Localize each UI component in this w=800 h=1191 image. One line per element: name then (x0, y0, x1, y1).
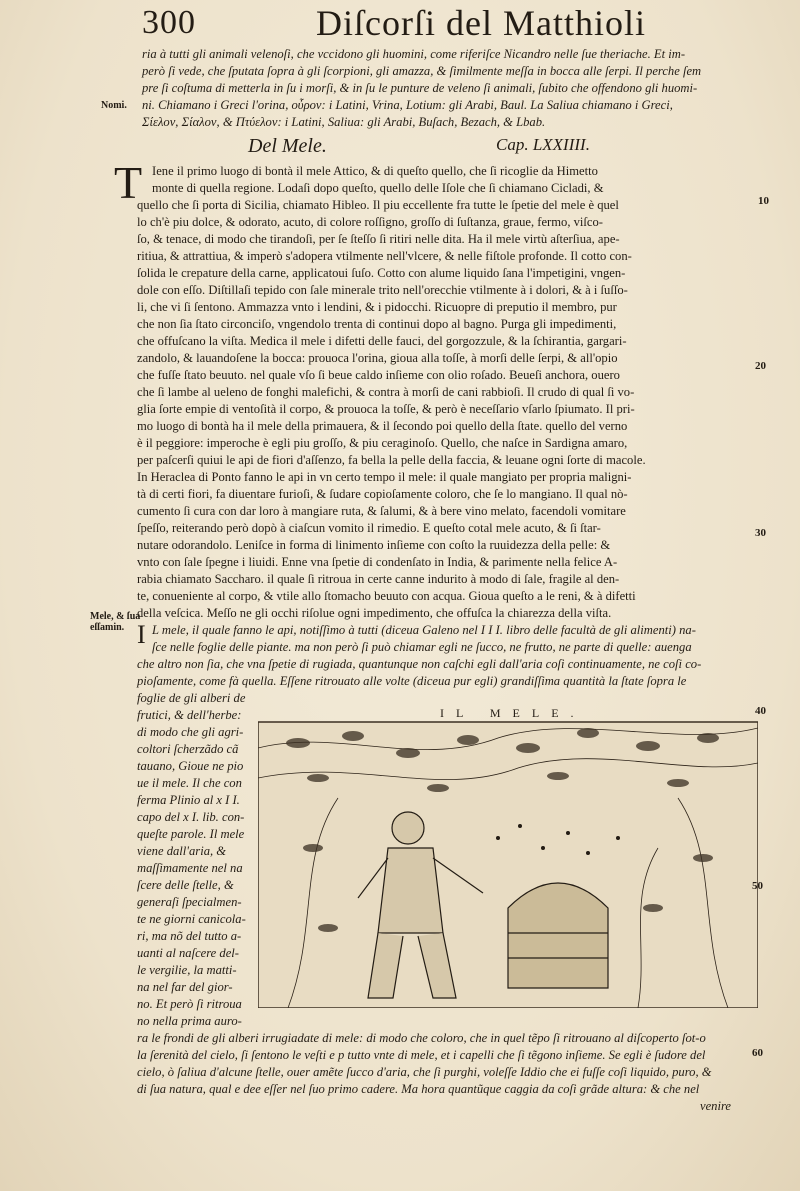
column-line: no. Et però ſi ritroua (137, 997, 242, 1011)
text-line: ni. Chiamano i Greci l'orina, οὖρον: i Latini, Vrina, Lotium: gli Arabi, Baul. La Saliua chiamano i Greci, (142, 98, 673, 112)
text-line: Σίελον, Σίαλον, & Πτύελον: i Latini, Saliua: gli Arabi, Buſach, Bezach, & Lbab. (142, 115, 546, 129)
text-line: ſo, & tenace, di modo che tirandoſi, per ſe ſteſſo ſi ritiri nelle dita. Ha il mele virtù aſterſiua, ape- (137, 232, 620, 246)
text-line: mo luogo di bontà ha il mele della primauera, & il ſecondo poi quello della ſtate. quello del verno (137, 419, 628, 433)
text-line: ritiua, & attrattiua, & imperò s'adopera vtilmente nell'vlcere, & nelle fiſtole profonde. Il cotto con- (137, 249, 632, 263)
margin-note-mele (90, 611, 140, 633)
line-number: 30 (755, 527, 766, 539)
line-number: 60 (752, 1047, 763, 1059)
figure-caption: IL MELE. (440, 706, 586, 720)
line-number: 10 (758, 195, 769, 207)
column-line: na nel far del gior- (137, 980, 233, 994)
text-line: ſce nelle foglie delle piante. ma non però ſi può chiamar egli ne ſucco, ne frutto, ne parte di quelle: auenga (152, 640, 692, 654)
text-line: vnto con ſale ſpegne i liuidi. Enne vna ſpetie di condenſato in India, & parimente nella felice A- (137, 555, 618, 569)
column-line: capo del x I. lib. con- (137, 810, 245, 824)
italic-drop-cap: I (137, 620, 146, 649)
text-line: In Heraclea di Ponto fanno le api in vn certo tempo il mele: il quale mangiato per propria maligni- (137, 470, 632, 484)
column-line: viene dall'aria, & (137, 844, 227, 858)
text-line: zandolo, & lauandoſene la bocca: prouoca l'orina, gioua alla toſſe, à morſi delle ſerpi, & all'opio (137, 351, 618, 365)
catchword: venire (700, 1099, 731, 1113)
column-line: uanti al naſcere del- (137, 946, 240, 960)
column-line: ſcere delle ſtelle, & (137, 878, 234, 892)
text-line: monte di quella regione. Lodaſi dopo queſto, quello delle Iſole che ſi chiamano Cicladi, & (152, 181, 604, 195)
column-line: generaſi ſpecialmen- (137, 895, 242, 909)
text-line: cielo, ò ſaliua d'alcune ſtelle, ouer amẽte ſucco d'aria, che ſi purghi, voleſſe Iddio che ei fuſſe coſi liquido, puro, & (137, 1065, 712, 1079)
text-line: della veſcica. Meſſo ne gli occhi riſolue ogni impedimento, che offuſca la chiarezza della viſta. (137, 606, 612, 620)
text-line: Iene il primo luogo di bontà il mele Attico, & di queſto quello, che ſi ricoglie da Himetto (152, 164, 598, 178)
text-line: nutare odorandolo. Leniſce in forma di linimento inſieme con coſto la ruuidezza della pelle: & (137, 538, 611, 552)
text-line: pre ſi coſtuma di metterla in ſu i morſi, & in ſu le punture de veleno ſi animali, ſubito che offendono gli huomi- (142, 81, 698, 95)
column-line: tauano, Gioue ne pio (137, 759, 244, 773)
woodcut-illustration (258, 708, 758, 1008)
page-number: 300 (142, 4, 196, 41)
text-line: glia ſorte empie di ventoſità il corpo, & prouoca la toſſe, & però è neceſſario vſarlo ſpiumato. Il pri- (137, 402, 635, 416)
line-number: 20 (755, 360, 766, 372)
margin-note-line: eſſamin. (90, 622, 125, 633)
chapter-number: Cap. LXXIIII. (496, 135, 590, 154)
text-line: la ſerenità del cielo, ſi ſentono le veſti e p tutto vnte di mele, et i capelli che ſi tẽgono inſieme. Se egli è ſudore del (137, 1048, 706, 1062)
text-line: rabia chiamato Saccharo. il quale ſi ritroua in certe canne indurito à modo di ſale, fragile al den- (137, 572, 620, 586)
text-line: però ſi vede, che ſputata ſopra à gli ſcorpioni, gli amazza, & ſimilmente meſſa in bocca alle ſerpi. Il perche ſem (142, 64, 702, 78)
line-number: 40 (755, 705, 766, 717)
text-line: dole con eſſo. Diſtillaſi tepido con ſale minerale trito nell'orecchie vtilmente à i dolori, & à i ſuſſo- (137, 283, 628, 297)
running-title: Diſcorſi del Matthioli (316, 3, 646, 43)
column-line: coltori ſcherzãdo cã (137, 742, 239, 756)
text-line: ra le frondi de gli alberi irrugiadate di mele: di modo che coloro, che in quel tẽpo ſi ritrouano al diſcoperto ſot-o (137, 1031, 706, 1045)
chapter-title: Del Mele. (248, 135, 327, 157)
column-line: te ne giorni canicola- (137, 912, 246, 926)
text-line: li, che vi ſi ſentono. Ammazza vnto i lendini, & i pidocchi. Ricuopre di preputio il membro, pur (137, 300, 617, 314)
text-line: che non ſia ſtato circonciſo, vngendolo trenta di continui dopo al bagno. Purga gli impedimenti, (137, 317, 617, 331)
text-line: cumento ſi cura con dar loro à mangiare ruta, & ſalumi, & à bere vino melato, facendoli vomitare (137, 504, 626, 518)
margin-note-line: Mele, & ſua (90, 611, 141, 622)
column-line: queſte parole. Il mele (137, 827, 245, 841)
text-line: che offuſcano la viſta. Medica il mele i difetti delle fauci, del gorgozzule, & la ſchirantia, gargari- (137, 334, 627, 348)
text-line: che altro non ſia, che vna ſpetie di rugiada, quantunque non caſchi egli dall'aria coſi continuamente, ne coſi co- (137, 657, 702, 671)
column-line: le vergilie, la matti- (137, 963, 237, 977)
text-line: lo ch'è piu dolce, & odorato, acuto, di colore roſſigno, groſſo di ſuſtanza, graue, fermo, viſco- (137, 215, 603, 229)
line-number: 50 (752, 880, 763, 892)
column-line: maſſimamente nel na (137, 861, 243, 875)
text-line: per paſcerſi quiui le api de fiori d'aſſenzo, fa bella la pelle della faccia, & leuane ogni ſorte di macole. (137, 453, 646, 467)
column-line: ferma Plinio al x I I. (137, 793, 240, 807)
column-line: di modo che gli agri- (137, 725, 244, 739)
text-line: di ſua natura, qual e dee eſſer nel ſuo primo cadere. Ma hora quantũque caggia da coſi grãde altura: & che nel (137, 1082, 700, 1096)
drop-cap: T (114, 157, 143, 208)
text-line: pioſamente, come fà quella. Eſſene ritrouato alle volte (diceua pur egli) grandiſſima quantità la ſtate ſopra le (137, 674, 687, 688)
text-line: ſolida le crepature della carne, applicatoui ſuſo. Cotto con alume liquido ſana l'impetigini, vngen- (137, 266, 626, 280)
margin-note-nomi: Nomi. (101, 100, 127, 111)
text-line: che ſi lambe al ueleno de fonghi malefichi, & contra à morſi de cani rabbioſi. Il crudo di qual ſi vo- (137, 385, 635, 399)
text-line: è il peggiore: imperoche è egli piu groſſo, & piu ceraginoſo. Quello, che naſce in Sardigna amaro, (137, 436, 628, 450)
column-line: ri, ma nõ del tutto a- (137, 929, 242, 943)
text-line: quello che ſi porta di Sicilia, chiamato Hibleo. Il piu eccellente fra tutte le ſpetie del mele è quel (137, 198, 619, 212)
text-line: ria à tutti gli animali velenoſi, che vccidono gli huomini, come riferiſce Nicandro nelle ſue theriache. Et im- (142, 47, 686, 61)
column-line: no nella prima auro- (137, 1014, 242, 1028)
text-line: L mele, il quale fanno le api, notiſſimo à tutti (diceua Galeno nel I I I. libro delle facultà de gli alimenti) na- (152, 623, 696, 637)
column-line: ue il mele. Il che con (137, 776, 242, 790)
text-line: foglie de gli alberi de (137, 691, 246, 705)
text-line: te, conueniente al corpo, & vtile allo ſtomacho beuuto con acqua. Gioua queſto a le reni, & à difetti (137, 589, 636, 603)
text-line: ſpeſſo, reiterando però dopò à ciaſcun vomito il rimedio. E queſto cotal mele acuto, & ſi ſtar- (137, 521, 601, 535)
text-line: che fuſſe ſtato beuuto. nel quale vſo ſi beue caldo inſieme con olio roſado. Beueſi anchora, ouero (137, 368, 620, 382)
column-line: frutici, & dell'herbe: (137, 708, 242, 722)
text-line: tà di certi fiori, fa diuentare furioſi, & ſudare copioſamente coloro, che ſe lo mangiano. Il qual nò- (137, 487, 628, 501)
